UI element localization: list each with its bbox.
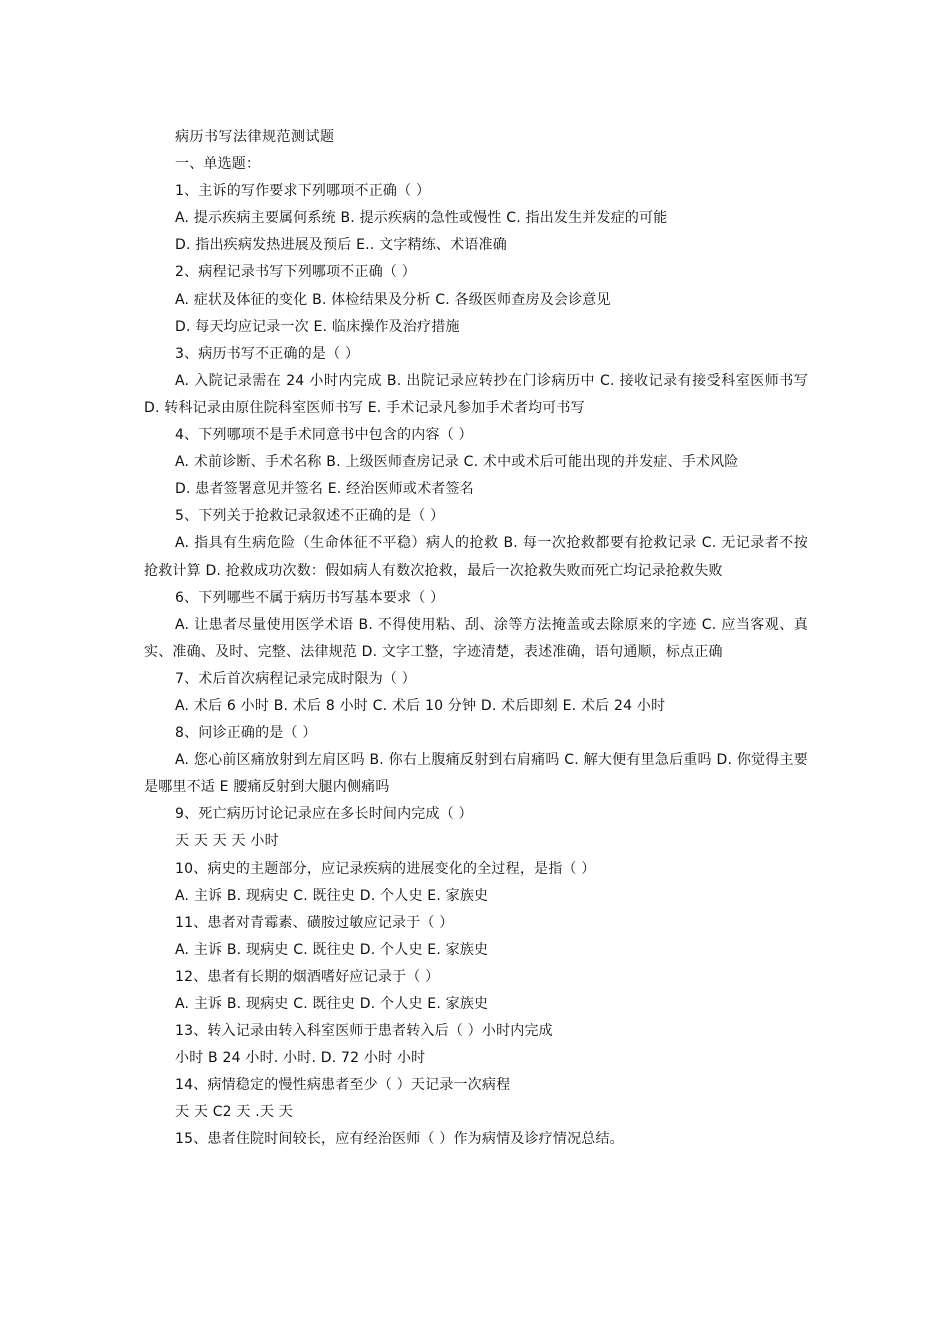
question-7: 7、术后首次病程记录完成时限为（ ） <box>175 670 416 687</box>
question-13: 13、转入记录由转入科室医师于患者转入后（ ）小时内完成 <box>175 1023 553 1040</box>
question-9: 9、死亡病历讨论记录应在多长时间内完成（ ） <box>175 806 473 823</box>
document-body <box>144 124 808 1154</box>
question-1-options-b: D. 指出疾病发热进展及预后 E.. 文字精练、术语准确 <box>175 237 507 254</box>
question-14-options: 天 天 C2 天 .天 天 <box>175 1104 293 1121</box>
question-7-options: A. 术后 6 小时 B. 术后 8 小时 C. 术后 10 分钟 D. 术后即刻 E. 术后 24 小时 <box>175 697 666 714</box>
question-10-options: A. 主诉 B. 现病史 C. 既往史 D. 个人史 E. 家族史 <box>175 887 489 904</box>
question-8: 8、问诊正确的是（ ） <box>175 725 317 742</box>
question-1-options-a: A. 提示疾病主要属何系统 B. 提示疾病的急性或慢性 C. 指出发生并发症的可能 <box>175 210 668 227</box>
question-12: 12、患者有长期的烟酒嗜好应记录于（ ） <box>175 968 440 985</box>
question-6-options: A. 让患者尽量使用医学术语 B. 不得使用粘、刮、涂等方法掩盖或去除原来的字迹 C. 应当客观、真实、准确、及时、完整、法律规范 D. 文字工整，字迹清楚，表述准确，语句通顺，标点正确 <box>144 616 808 660</box>
question-5-options: A. 指具有生病危险（生命体征不平稳）病人的抢救 B. 每一次抢救都要有抢救记录 C. 无记录者不按抢救计算 D. 抢救成功次数：假如病人有数次抢救，最后一次抢救失败而死亡均记录抢救失败 <box>144 535 808 579</box>
question-6: 6、下列哪些不属于病历书写基本要求（ ） <box>175 589 445 606</box>
question-2: 2、病程记录书写下列哪项不正确（ ） <box>175 264 416 281</box>
question-8-options: A. 您心前区痛放射到左肩区吗 B. 你右上腹痛反射到右肩痛吗 C. 解大便有里急后重吗 D. 你觉得主要是哪里不适 E 腰痛反射到大腿内侧痛吗 <box>144 752 808 796</box>
section-heading: 一、单选题： <box>175 156 261 173</box>
question-4-options-a: A. 术前诊断、手术名称 B. 上级医师查房记录 C. 术中或术后可能出现的并发症、手术风险 <box>175 454 739 471</box>
question-15: 15、患者住院时间较长，应有经治医师（ ）作为病情及诊疗情况总结。 <box>175 1131 624 1148</box>
question-14: 14、病情稳定的慢性病患者至少（ ）天记录一次病程 <box>175 1077 511 1094</box>
question-10: 10、病史的主题部分，应记录疾病的进展变化的全过程，是指（ ） <box>175 860 596 877</box>
question-12-options: A. 主诉 B. 现病史 C. 既往史 D. 个人史 E. 家族史 <box>175 996 489 1012</box>
question-13-options: 小时 B 24 小时. 小时. D. 72 小时 小时 <box>175 1050 426 1067</box>
question-3-options: A. 入院记录需在 24 小时内完成 B. 出院记录应转抄在门诊病历中 C. 接收记录有接受科室医师书写 D. 转科记录由原住院科室医师书写 E. 手术记录凡参加手术者均可书写 <box>144 372 808 416</box>
question-3: 3、病历书写不正确的是（ ） <box>175 345 360 362</box>
question-4: 4、下列哪项不是手术同意书中包含的内容（ ） <box>175 427 473 444</box>
question-11-options: A. 主诉 B. 现病史 C. 既往史 D. 个人史 E. 家族史 <box>175 941 489 958</box>
question-1: 1、主诉的写作要求下列哪项不正确（ ） <box>175 183 431 200</box>
question-4-options-b: D. 患者签署意见并签名 E. 经治医师或术者签名 <box>175 481 474 498</box>
document-title: 病历书写法律规范测试题 <box>175 129 335 145</box>
question-9-options: 天 天 天 天 小时 <box>175 833 279 850</box>
question-11: 11、患者对青霉素、磺胺过敏应记录于（ ） <box>175 914 454 931</box>
question-2-options-b: D. 每天均应记录一次 E. 临床操作及治疗措施 <box>175 318 460 335</box>
question-5: 5、下列关于抢救记录叙述不正确的是（ ） <box>175 508 445 525</box>
question-2-options-a: A. 症状及体征的变化 B. 体检结果及分析 C. 各级医师查房及会诊意见 <box>175 291 611 308</box>
